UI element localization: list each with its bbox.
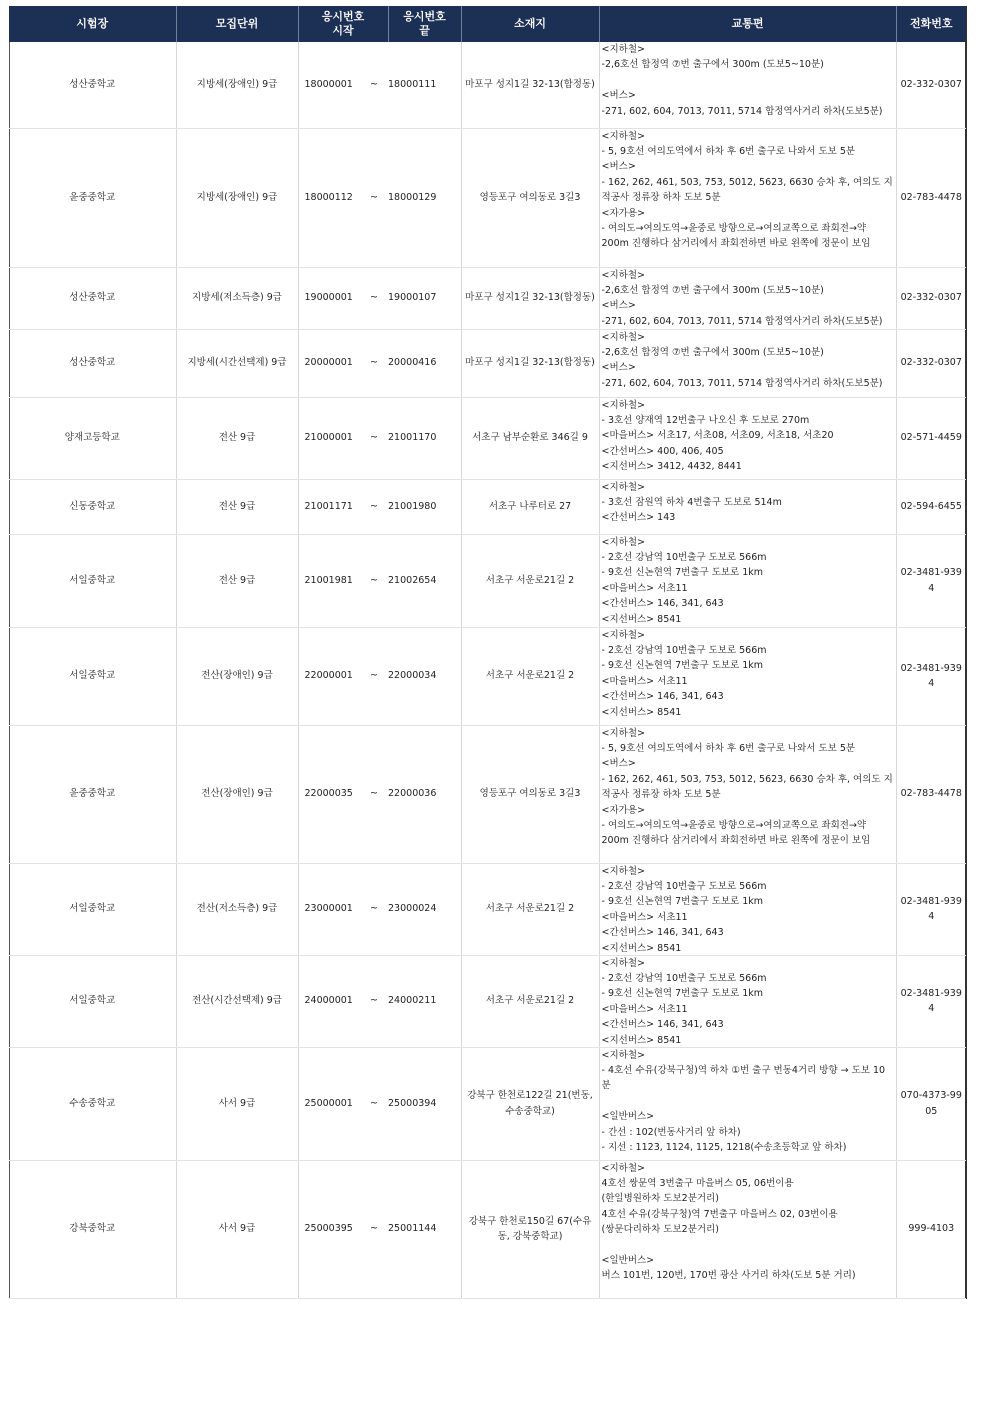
unit-cell: 전산 9급 — [176, 397, 298, 479]
unit-cell: 전산(장애인) 9급 — [176, 725, 298, 863]
table-row — [9, 42, 966, 128]
header-row — [9, 6, 966, 42]
phone-cell: 02-3481-9394 — [896, 534, 966, 627]
start-number-cell: 19000001 — [298, 267, 360, 329]
transport-cell — [599, 955, 896, 1047]
location-cell: 서초구 서운로21길 2 — [461, 955, 599, 1047]
venue-cell: 윤중중학교 — [9, 128, 176, 267]
tilde-cell: ~ — [360, 627, 388, 725]
transport-cell — [599, 1160, 896, 1298]
tilde-cell: ~ — [360, 534, 388, 627]
table-row — [9, 725, 966, 863]
phone-cell: 02-594-6455 — [896, 479, 966, 534]
end-number-cell: 18000111 — [388, 42, 461, 128]
tilde-cell: ~ — [360, 955, 388, 1047]
header-location: 소재지 — [461, 6, 599, 42]
location-cell: 강북구 한천로122길 21(번동, 수송중학교) — [461, 1047, 599, 1160]
end-number-cell: 24000211 — [388, 955, 461, 1047]
start-number-cell: 25000001 — [298, 1047, 360, 1160]
table-row — [9, 397, 966, 479]
tilde-cell: ~ — [360, 42, 388, 128]
tilde-cell: ~ — [360, 1047, 388, 1160]
transport-cell — [599, 1047, 896, 1160]
phone-cell: 02-3481-9394 — [896, 627, 966, 725]
table-row — [9, 329, 966, 397]
transport-cell — [599, 863, 896, 955]
unit-cell: 전산(저소득층) 9급 — [176, 863, 298, 955]
phone-cell: 02-3481-9394 — [896, 955, 966, 1047]
transport-text: <지하철> - 5, 9호선 여의도역에서 하차 후 6번 출구로 나와서 도보 5분 <버스> - 162, 262, 461, 503, 753, 5012, 5623, 6630 승차 후, 여의도 지적공사 정류장 하차 도보 5분 <자가용> - 여의도→여의도역→윤중로 방향으로→여의교쪽으로 좌회전→약 200m 진행하다 삼거리에서 좌회전하면 바로 왼쪽에 정문이 보임 — [601, 727, 893, 847]
tilde-cell: ~ — [360, 267, 388, 329]
location-cell: 마포구 성지1길 32-13(합정동) — [461, 267, 599, 329]
tilde-cell: ~ — [360, 863, 388, 955]
end-number-cell: 18000129 — [388, 128, 461, 267]
end-number-cell: 22000036 — [388, 725, 461, 863]
tilde-cell: ~ — [360, 397, 388, 479]
location-cell: 서초구 나루터로 27 — [461, 479, 599, 534]
transport-cell — [599, 725, 896, 863]
exam-venue-table — [9, 6, 966, 1299]
phone-cell: 070-4373-9905 — [896, 1047, 966, 1160]
start-number-cell: 22000035 — [298, 725, 360, 863]
transport-cell — [599, 42, 896, 128]
venue-cell: 강북중학교 — [9, 1160, 176, 1298]
start-number-cell: 18000001 — [298, 42, 360, 128]
phone-cell: 02-783-4478 — [896, 725, 966, 863]
transport-text: <지하철> - 2호선 강남역 10번출구 도보로 566m - 9호선 신논현역 7번출구 도보로 1km <마을버스> 서초11 <간선버스> 146, 341, 643 <지선버스> 8541 — [601, 629, 767, 718]
phone-cell: 02-332-0307 — [896, 42, 966, 128]
location-cell: 서초구 남부순환로 346길 9 — [461, 397, 599, 479]
start-number-cell: 25000395 — [298, 1160, 360, 1298]
location-cell: 영등포구 여의동로 3길3 — [461, 128, 599, 267]
start-number-cell: 20000001 — [298, 329, 360, 397]
tilde-cell: ~ — [360, 1160, 388, 1298]
unit-cell: 지방세(장애인) 9급 — [176, 128, 298, 267]
transport-cell — [599, 397, 896, 479]
phone-cell: 02-783-4478 — [896, 128, 966, 267]
table-row — [9, 534, 966, 627]
location-cell: 서초구 서운로21길 2 — [461, 534, 599, 627]
end-number-cell: 21001980 — [388, 479, 461, 534]
transport-cell — [599, 627, 896, 725]
unit-cell: 사서 9급 — [176, 1047, 298, 1160]
header-start: 응시번호 시작 — [298, 6, 388, 42]
table-row — [9, 627, 966, 725]
header-transport: 교통편 — [599, 6, 896, 42]
transport-cell — [599, 534, 896, 627]
end-number-cell: 20000416 — [388, 329, 461, 397]
end-number-cell: 19000107 — [388, 267, 461, 329]
tilde-cell: ~ — [360, 329, 388, 397]
transport-text: <지하철> - 3호선 잠원역 하차 4번출구 도보로 514m <간선버스> 143 — [601, 481, 782, 524]
location-cell: 영등포구 여의동로 3길3 — [461, 725, 599, 863]
table-row — [9, 1047, 966, 1160]
phone-cell: 02-332-0307 — [896, 329, 966, 397]
transport-cell — [599, 128, 896, 267]
start-number-cell: 23000001 — [298, 863, 360, 955]
unit-cell: 전산(장애인) 9급 — [176, 627, 298, 725]
phone-cell: 999-4103 — [896, 1160, 966, 1298]
venue-cell: 서일중학교 — [9, 627, 176, 725]
unit-cell: 지방세(시간선택제) 9급 — [176, 329, 298, 397]
table-row — [9, 267, 966, 329]
end-number-cell: 25001144 — [388, 1160, 461, 1298]
transport-text: <지하철> - 2호선 강남역 10번출구 도보로 566m - 9호선 신논현역 7번출구 도보로 1km <마을버스> 서초11 <간선버스> 146, 341, 643 <지선버스> 8541 — [601, 865, 767, 954]
venue-cell: 성산중학교 — [9, 329, 176, 397]
location-cell: 마포구 성지1길 32-13(합정동) — [461, 42, 599, 128]
end-number-cell: 25000394 — [388, 1047, 461, 1160]
venue-cell: 신동중학교 — [9, 479, 176, 534]
transport-text: <지하철> -2,6호선 합정역 ⑦번 출구에서 300m (도보5~10분) <버스> -271, 602, 604, 7013, 7011, 5714 합정역사거리 하차(도보5분) — [601, 44, 883, 117]
start-number-cell: 21001981 — [298, 534, 360, 627]
table-row — [9, 128, 966, 267]
start-number-cell: 22000001 — [298, 627, 360, 725]
venue-cell: 양재고등학교 — [9, 397, 176, 479]
end-number-cell: 22000034 — [388, 627, 461, 725]
unit-cell: 전산 9급 — [176, 479, 298, 534]
start-number-cell: 21000001 — [298, 397, 360, 479]
phone-cell: 02-332-0307 — [896, 267, 966, 329]
transport-cell — [599, 329, 896, 397]
tilde-cell: ~ — [360, 128, 388, 267]
start-number-cell: 18000112 — [298, 128, 360, 267]
tilde-cell: ~ — [360, 479, 388, 534]
table-row — [9, 955, 966, 1047]
unit-cell: 사서 9급 — [176, 1160, 298, 1298]
transport-cell — [599, 479, 896, 534]
transport-text: <지하철> - 5, 9호선 여의도역에서 하차 후 6번 출구로 나와서 도보 5분 <버스> - 162, 262, 461, 503, 753, 5012, 5623, 6630 승차 후, 여의도 지적공사 정류장 하차 도보 5분 <자가용> - 여의도→여의도역→윤중로 방향으로→여의교쪽으로 좌회전→약 200m 진행하다 삼거리에서 좌회전하면 바로 왼쪽에 정문이 보임 — [601, 130, 893, 250]
header-phone: 전화번호 — [896, 6, 966, 42]
transport-text: <지하철> 4호선 쌍문역 3번출구 마을버스 05, 06번이용 (한일병원하차 도보2분거리) 4호선 수유(강북구청)역 7번출구 마을버스 02, 03번이용 (쌍문다리하차 도보2분거리) <일반버스> 버스 101번, 120번, 170번 광산 사거리 하차(도보 5분 거리) — [601, 1162, 856, 1282]
unit-cell: 전산(시간선택제) 9급 — [176, 955, 298, 1047]
transport-text: <지하철> - 4호선 수유(강북구청)역 하차 ①번 출구 번동4거리 방향 → 도보 10분 <일반버스> - 간선 : 102(번동사거리 앞 하차) - 지선 : 1123, 1124, 1125, 1218(수송초등학교 앞 하차) — [601, 1049, 886, 1153]
location-cell: 서초구 서운로21길 2 — [461, 863, 599, 955]
table-row — [9, 479, 966, 534]
venue-cell: 성산중학교 — [9, 267, 176, 329]
tilde-cell: ~ — [360, 725, 388, 863]
header-unit: 모집단위 — [176, 6, 298, 42]
transport-text: <지하철> - 2호선 강남역 10번출구 도보로 566m - 9호선 신논현역 7번출구 도보로 1km <마을버스> 서초11 <간선버스> 146, 341, 643 <지선버스> 8541 — [601, 536, 767, 625]
phone-cell: 02-3481-9394 — [896, 863, 966, 955]
header-end: 응시번호 끝 — [388, 6, 461, 42]
venue-cell: 수송중학교 — [9, 1047, 176, 1160]
end-number-cell: 21002654 — [388, 534, 461, 627]
venue-cell: 서일중학교 — [9, 955, 176, 1047]
start-number-cell: 21001171 — [298, 479, 360, 534]
venue-cell: 윤중중학교 — [9, 725, 176, 863]
venue-cell: 서일중학교 — [9, 863, 176, 955]
unit-cell: 전산 9급 — [176, 534, 298, 627]
transport-cell — [599, 267, 896, 329]
transport-text: <지하철> -2,6호선 합정역 ⑦번 출구에서 300m (도보5~10분) <버스> -271, 602, 604, 7013, 7011, 5714 합정역사거리 하차(도보5분) — [601, 269, 883, 327]
phone-cell: 02-571-4459 — [896, 397, 966, 479]
venue-cell: 성산중학교 — [9, 42, 176, 128]
start-number-cell: 24000001 — [298, 955, 360, 1047]
header-venue: 시험장 — [9, 6, 176, 42]
unit-cell: 지방세(저소득층) 9급 — [176, 267, 298, 329]
location-cell: 강북구 한천로150길 67(수유동, 강북중학교) — [461, 1160, 599, 1298]
unit-cell: 지방세(장애인) 9급 — [176, 42, 298, 128]
location-cell: 서초구 서운로21길 2 — [461, 627, 599, 725]
transport-text: <지하철> -2,6호선 합정역 ⑦번 출구에서 300m (도보5~10분) <버스> -271, 602, 604, 7013, 7011, 5714 합정역사거리 하차(도보5분) — [601, 331, 883, 389]
end-number-cell: 21001170 — [388, 397, 461, 479]
transport-text: <지하철> - 2호선 강남역 10번출구 도보로 566m - 9호선 신논현역 7번출구 도보로 1km <마을버스> 서초11 <간선버스> 146, 341, 643 <지선버스> 8541 — [601, 957, 767, 1046]
table-row — [9, 1160, 966, 1298]
table-row — [9, 863, 966, 955]
location-cell: 마포구 성지1길 32-13(합정동) — [461, 329, 599, 397]
table-body — [9, 42, 966, 1298]
venue-cell: 서일중학교 — [9, 534, 176, 627]
transport-text: <지하철> - 3호선 양재역 12번출구 나오신 후 도보로 270m <마을버스> 서초17, 서초08, 서초09, 서초18, 서초20 <간선버스> 400, 406, 405 <지선버스> 3412, 4432, 8441 — [601, 399, 834, 473]
end-number-cell: 23000024 — [388, 863, 461, 955]
